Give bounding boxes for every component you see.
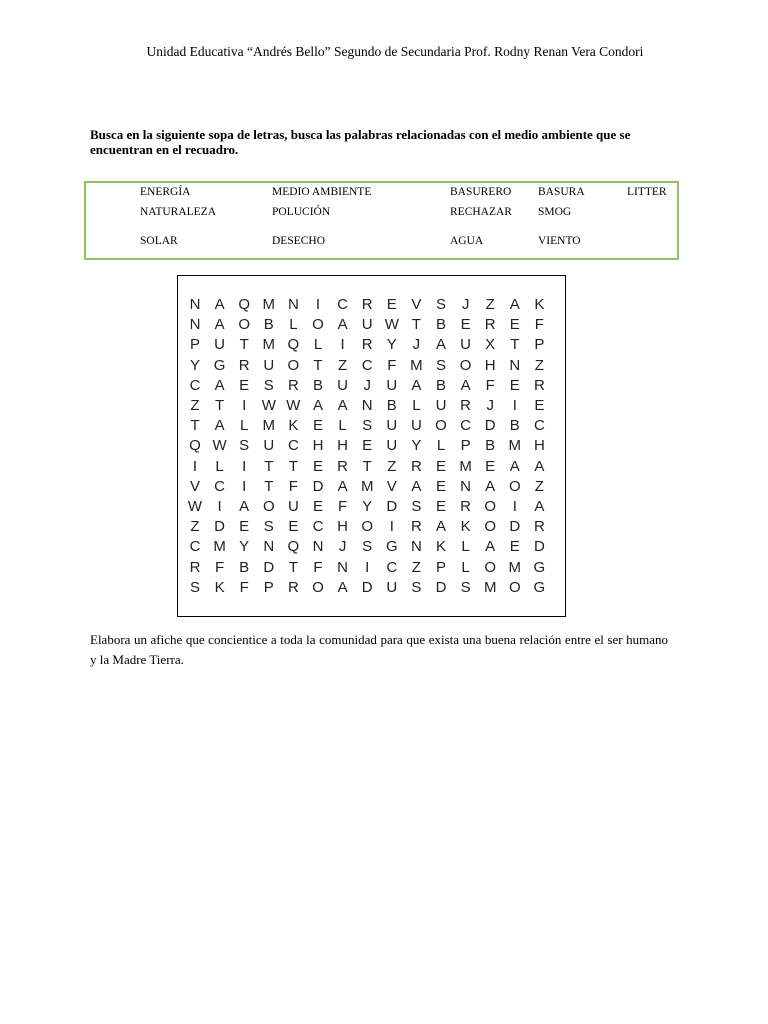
grid-letter: U [263, 437, 275, 455]
grid-letter: S [411, 578, 422, 596]
grid-letter: R [337, 457, 349, 475]
grid-letter: R [361, 336, 373, 354]
grid-letter: D [361, 578, 373, 596]
grid-letter: A [534, 498, 545, 515]
grid-letter: B [312, 376, 323, 394]
grid-row [178, 537, 565, 557]
grid-letter: I [340, 336, 345, 354]
grid-letter: E [239, 376, 250, 394]
grid-letter: F [387, 356, 397, 374]
grid-letter: E [288, 518, 299, 536]
grid-letter: T [288, 457, 298, 475]
grid-letter: M [213, 538, 226, 556]
grid-letter: A [312, 397, 323, 414]
grid-letter: E [534, 397, 545, 414]
grid-letter: C [214, 477, 226, 495]
grid-letter: S [411, 498, 422, 515]
word-bank-item: SMOG [538, 206, 572, 218]
grid-letter: N [509, 356, 521, 374]
grid-letter: E [239, 518, 250, 536]
grid-letter: D [509, 518, 521, 536]
grid-letter: W [261, 397, 276, 414]
document-header: Unidad Educativa “Andrés Bello” Segundo de Secundaria Prof. Rodny Renan Vera Condori [146, 44, 644, 59]
grid-letter: Z [534, 356, 544, 374]
grid-letter: M [508, 437, 522, 455]
grid-letter: E [386, 296, 397, 313]
grid-letter: O [508, 477, 521, 495]
grid-letter: B [509, 417, 520, 435]
word-bank-item: SOLAR [140, 235, 178, 247]
grid-letter: R [238, 356, 250, 374]
grid-row [178, 517, 565, 537]
grid-letter: D [484, 417, 496, 435]
grid-letter: T [313, 356, 323, 374]
grid-letter: C [337, 296, 349, 313]
grid-letter: D [533, 538, 545, 556]
grid-letter: E [509, 376, 520, 394]
grid-letter: M [483, 578, 497, 596]
grid-letter: C [386, 558, 398, 576]
grid-letter: A [337, 477, 348, 495]
grid-letter: A [214, 316, 225, 334]
grid-letter: T [288, 558, 298, 576]
grid-letter: A [239, 498, 250, 515]
grid-letter: O [312, 316, 324, 334]
grid-letter: U [410, 417, 422, 435]
grid-letter: Q [287, 538, 300, 556]
grid-letter: U [287, 498, 299, 515]
grid-letter: F [485, 376, 495, 394]
grid-letter: B [239, 558, 250, 576]
grid-letter: A [460, 376, 471, 394]
grid-letter: F [338, 498, 348, 515]
grid-letter: H [337, 518, 349, 536]
grid-letter: S [362, 538, 373, 556]
grid-letter: Z [411, 558, 421, 576]
grid-letter: R [287, 376, 299, 394]
grid-letter: Q [287, 336, 300, 354]
grid-row [178, 477, 565, 497]
grid-letter: Z [338, 356, 348, 374]
grid-letter: I [242, 397, 247, 414]
grid-letter: U [337, 376, 349, 394]
grid-letter: N [312, 538, 324, 556]
grid-letter: Y [411, 437, 422, 455]
grid-row [178, 295, 565, 315]
grid-letter: I [365, 558, 370, 576]
grid-letter: A [485, 477, 496, 495]
grid-letter: R [287, 578, 299, 596]
grid-letter: L [215, 457, 224, 475]
grid-letter: Q [238, 296, 251, 313]
grid-letter: U [435, 397, 447, 414]
grid-letter: U [386, 417, 398, 435]
grid-letter: C [189, 376, 201, 394]
grid-letter: U [460, 336, 472, 354]
grid-letter: P [435, 558, 446, 576]
grid-letter: S [263, 518, 274, 536]
grid-letter: I [217, 498, 222, 515]
grid-letter: L [461, 558, 470, 576]
grid-letter: D [214, 518, 226, 536]
grid-letter: J [338, 538, 347, 556]
grid-letter: A [485, 538, 496, 556]
grid-letter: C [460, 417, 472, 435]
grid-letter: A [509, 457, 520, 475]
grid-letter: O [508, 578, 521, 596]
grid-letter: Z [387, 457, 397, 475]
grid-letter: R [460, 397, 472, 414]
grid-letter: A [411, 477, 422, 495]
word-bank-item: LITTER [627, 186, 667, 198]
grid-letter: R [484, 316, 496, 334]
grid-letter: H [312, 437, 324, 455]
word-bank-item: AGUA [450, 235, 484, 247]
grid-letter: F [288, 477, 298, 495]
grid-letter: U [386, 376, 398, 394]
grid-letter: Z [485, 296, 495, 313]
grid-letter: S [239, 437, 250, 455]
word-bank-item: MEDIO AMBIENTE [272, 186, 372, 198]
grid-letter: R [361, 296, 373, 313]
grid-letter: A [337, 397, 348, 414]
grid-letter: U [386, 437, 398, 455]
grid-letter: E [312, 457, 323, 475]
grid-letter: D [386, 498, 398, 515]
word-bank-item: DESECHO [272, 235, 326, 247]
grid-letter: S [435, 296, 446, 313]
grid-letter: N [189, 296, 201, 313]
grid-letter: U [214, 336, 226, 354]
grid-letter: H [484, 356, 496, 374]
grid-letter: M [410, 356, 423, 374]
grid-letter: L [338, 417, 347, 435]
grid-letter: A [509, 296, 520, 313]
grid-letter: N [361, 397, 373, 414]
grid-letter: A [337, 316, 348, 334]
grid-letter: B [386, 397, 397, 414]
grid-letter: B [435, 376, 446, 394]
grid-letter: E [435, 477, 446, 495]
grid-row [178, 416, 565, 436]
grid-letter: K [435, 538, 446, 556]
grid-letter: O [262, 498, 275, 515]
grid-letter: G [533, 558, 546, 576]
grid-row [178, 356, 565, 376]
grid-letter: R [533, 376, 545, 394]
grid-letter: V [411, 296, 422, 313]
grid-letter: I [242, 477, 247, 495]
grid-letter: E [312, 417, 323, 435]
grid-letter: A [411, 376, 422, 394]
grid-letter: O [484, 518, 497, 536]
grid-letter: I [315, 296, 321, 313]
grid-row [178, 376, 565, 396]
grid-letter: E [485, 457, 496, 475]
grid-letter: T [239, 336, 249, 354]
word-bank-item: ENERGÍA [140, 186, 191, 198]
grid-letter: C [361, 356, 373, 374]
grid-letter: B [263, 316, 274, 334]
grid-letter: T [411, 316, 421, 334]
word-bank-box [84, 181, 679, 260]
grid-letter: I [389, 518, 394, 536]
grid-letter: S [189, 578, 200, 596]
grid-row [178, 457, 565, 477]
grid-letter: E [312, 498, 323, 515]
grid-letter: V [189, 477, 200, 495]
grid-row [178, 558, 565, 578]
grid-letter: A [435, 518, 446, 536]
grid-row [178, 436, 565, 456]
grid-letter: L [289, 316, 298, 334]
grid-row [178, 335, 565, 355]
grid-letter: W [212, 437, 227, 455]
grid-letter: T [215, 397, 225, 414]
grid-letter: Z [534, 477, 544, 495]
word-bank-item: RECHAZAR [450, 206, 512, 218]
grid-letter: F [215, 558, 225, 576]
grid-letter: T [264, 477, 274, 495]
grid-letter: H [533, 437, 545, 455]
grid-letter: U [263, 356, 275, 374]
grid-letter: O [435, 417, 447, 435]
grid-letter: D [312, 477, 324, 495]
word-bank-item: BASURERO [450, 186, 512, 198]
word-bank-item: VIENTO [538, 235, 581, 247]
grid-letter: M [262, 417, 276, 435]
grid-letter: I [242, 457, 247, 475]
word-bank-item: BASURA [538, 186, 585, 198]
grid-letter: M [360, 477, 374, 495]
grid-letter: V [386, 477, 397, 495]
grid-letter: E [435, 498, 446, 515]
grid-letter: E [509, 538, 520, 556]
grid-row [178, 396, 565, 416]
grid-letter: L [461, 538, 470, 556]
grid-letter: F [239, 578, 249, 596]
grid-letter: S [362, 417, 373, 435]
grid-letter: R [189, 558, 201, 576]
grid-letter: P [460, 437, 471, 455]
grid-letter: H [337, 437, 349, 455]
grid-letter: S [460, 578, 471, 596]
grid-letter: T [264, 457, 274, 475]
grid-letter: L [240, 417, 249, 435]
grid-letter: R [410, 518, 422, 536]
grid-letter: S [435, 356, 446, 374]
grid-row [178, 497, 565, 517]
grid-letter: E [435, 457, 446, 475]
grid-letter: W [384, 316, 399, 334]
grid-letter: O [484, 558, 497, 576]
grid-letter: R [410, 457, 422, 475]
grid-letter: M [459, 457, 472, 475]
grid-letter: O [459, 356, 472, 374]
grid-letter: N [460, 477, 472, 495]
grid-letter: F [534, 316, 544, 334]
grid-letter: J [412, 336, 421, 354]
grid-letter: E [509, 316, 520, 334]
grid-letter: U [386, 578, 398, 596]
grid-letter: L [436, 437, 446, 455]
grid-letter: I [512, 498, 517, 515]
grid-letter: R [533, 518, 545, 536]
grid-letter: C [312, 518, 324, 536]
grid-letter: Z [190, 397, 200, 414]
grid-letter: M [262, 336, 276, 354]
grid-letter: X [485, 336, 496, 354]
grid-letter: A [214, 376, 225, 394]
grid-letter: P [263, 578, 274, 596]
word-bank-item: NATURALEZA [140, 206, 217, 218]
grid-letter: P [534, 336, 545, 354]
grid-letter: G [533, 578, 546, 596]
grid-letter: N [189, 316, 201, 334]
grid-letter: D [435, 578, 447, 596]
grid-letter: G [213, 356, 226, 374]
grid-row [178, 578, 565, 598]
grid-letter: S [263, 376, 274, 394]
grid-letter: P [189, 336, 200, 354]
grid-letter: R [460, 498, 472, 515]
grid-letter: Y [239, 538, 250, 556]
grid-letter: A [214, 296, 225, 313]
grid-row [178, 315, 565, 335]
grid-letter: J [461, 296, 470, 313]
grid-letter: E [362, 437, 373, 455]
grid-letter: Y [362, 498, 373, 515]
grid-letter: T [510, 336, 520, 354]
grid-letter: A [214, 417, 225, 435]
grid-letter: O [361, 518, 374, 536]
grid-letter: A [435, 336, 446, 354]
grid-letter: G [385, 538, 398, 556]
grid-letter: I [192, 457, 198, 475]
grid-letter: N [287, 296, 299, 313]
grid-letter: T [190, 417, 200, 435]
grid-letter: L [412, 397, 421, 414]
closing-instruction: Elabora un afiche que concientice a toda la comunidad para que exista una buena relación entre el ser humano y la Madre Tierra. [90, 632, 668, 667]
grid-letter: J [363, 376, 371, 394]
grid-letter: I [512, 397, 517, 414]
grid-letter: O [238, 316, 251, 334]
instruction-text: Busca en la siguiente sopa de letras, busca las palabras relacionadas con el medio ambiente que se encuentran en el recuadro. [90, 127, 631, 157]
grid-letter: Z [190, 518, 200, 536]
grid-letter: C [533, 417, 545, 435]
grid-letter: K [214, 578, 225, 596]
grid-letter: F [313, 558, 323, 576]
grid-letter: C [287, 437, 299, 455]
grid-letter: K [534, 296, 545, 313]
grid-letter: M [508, 558, 522, 576]
grid-letter: L [313, 336, 323, 354]
grid-letter: O [484, 498, 497, 515]
grid-letter: A [534, 457, 545, 475]
grid-letter: J [486, 397, 494, 414]
grid-letter: K [460, 518, 471, 536]
grid-letter: C [189, 538, 201, 556]
grid-letter: A [337, 578, 348, 596]
grid-letter: O [312, 578, 324, 596]
grid-letter: W [286, 397, 301, 414]
grid-letter: B [435, 316, 446, 334]
grid-letter: U [361, 316, 373, 334]
grid-letter: E [460, 316, 471, 334]
grid-letter: N [410, 538, 422, 556]
grid-letter: N [337, 558, 349, 576]
grid-letter: Y [386, 336, 397, 354]
grid-letter: Q [189, 437, 201, 455]
word-search-grid [177, 275, 566, 617]
word-bank-item: POLUCIÓN [272, 206, 331, 218]
grid-letter: M [262, 296, 276, 313]
grid-letter: Y [189, 356, 200, 374]
grid-letter: B [485, 437, 496, 455]
grid-letter: D [263, 558, 275, 576]
grid-letter: T [362, 457, 372, 475]
grid-letter: W [187, 498, 203, 515]
grid-letter: N [263, 538, 275, 556]
grid-letter: O [287, 356, 300, 374]
grid-letter: K [288, 417, 299, 435]
